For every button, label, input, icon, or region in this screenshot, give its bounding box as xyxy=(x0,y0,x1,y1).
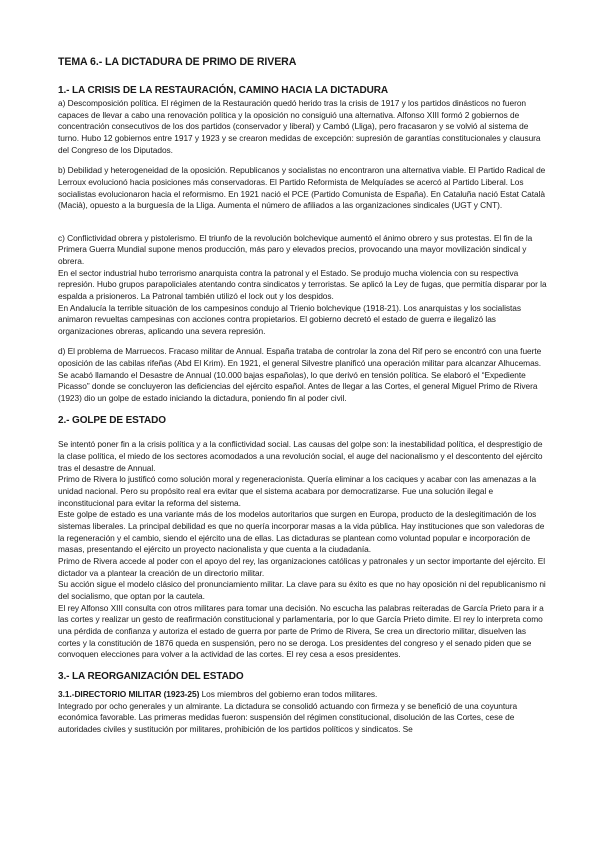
para-text: c) Conflictividad obrera y pistolerismo. El triunfo de la revolución bolchevique aumentó el ánimo obrero y sus protestas. El fin de la Primera Guerra Mundial supone menos producción, más paro y elevados precios, provocando una mayor movilización sindical y obrera. En el sector industrial hubo terrorismo anarquista contra la patronal y el Estado. Se produjo mucha violencia con su respectiva represión. Hubo grupos parapoliciales atentando contra sindicatos y terroristas. Se aplicó la Ley de fugas, que permitía disparar por la espalda a prisioneros. La Patronal también utilizó el lock out y los despidos. En Andalucía la terrible situación de los campesinos condujo al Trienio bolchevique (1918-21). Los anarquistas y los socialistas animaron revueltas campesinas con acciones contra propietarios. El gobierno decretó el estado de guerra e ilegalizó las organizaciones obreras, aplicando una severa represión. xyxy=(58,232,547,336)
paragraph-descomposicion xyxy=(58,98,548,156)
paragraph-marruecos xyxy=(58,346,548,404)
paragraph-oposicion xyxy=(58,165,548,212)
subsection-heading: 3.1.-DIRECTORIO MILITAR (1923-25) xyxy=(58,688,200,699)
document-title: TEMA 6.- LA DICTADURA DE PRIMO DE RIVERA xyxy=(58,56,297,68)
section-title-1: 1.- LA CRISIS DE LA RESTAURACIÓN, CAMINO HACIA LA DICTADURA xyxy=(58,85,389,96)
para-text: Los miembros del gobierno eran todos militares. Integrado por ocho generales y un almirante. La dictadura se consolidó actuando con firmeza y se benefició de una coyuntura económica favorable. Las primeras medidas fueron: suspensión del régimen constitucional, disolución de las Cortes, cese de autoridades civiles y sustitución por militares, prohibición de los partidos políticos y sindicatos. Se xyxy=(58,688,518,734)
para-text: a) Descomposición política. El régimen de la Restauración quedó herido tras la crisis de 1917 y los partidos dinásticos no fueron capaces de llevar a cabo una renovación política y la oposición no consiguió una alternativa. Alfonso XIII formó 2 gobiernos de concentración consecutivos de los dos partidos (conservador y liberal) y Cambó (Lliga), pero fracasaron y se volvió al sistema de turno. Hubo 12 gobiernos entre 1917 y 1923 y se crearon medidas de excepción: supresión de garantías constitucionales y clausura del Congreso de los Diputados. xyxy=(58,98,541,155)
para-text: b) Debilidad y heterogeneidad de la oposición. Republicanos y socialistas no encontraron una alternativa viable. El Partido Radical de Lerroux evolucionó hacia posiciones más conservadoras. El Partido Reformista de Melquíades se acercó al Partido Liberal. Los socialistas evolucionaron hacia el reformismo. En 1921 nació el PCE (Partido Comunista de España). En Cataluña nació Estat Català (Macià), opuesto a la burguesía de la Lliga. Aumenta el número de afiliados a las organizaciones sindicales (UGT y CNT). xyxy=(58,165,546,211)
section-title-2: 2.- GOLPE DE ESTADO xyxy=(58,414,166,426)
para-text: Se intentó poner fin a la crisis política y a la conflictividad social. Las causas del golpe son: la inestabilidad política, el desprestigio de la clase política, el miedo de los sectores acomodados a una revolución social, el auge del nacionalismo y el descontento del ejército tras el desastre de Annual. Primo de Rivera lo justificó como solución moral y regeneracionista. Quería eliminar a los caciques y acabar con las amenazas a la unidad nacional. Pero su propósito real era evitar que el sistema acabara por democratizarse. Fue una solución ilegal e inconstitucional para evitar la reforma del sistema. Este golpe de estado es una variante más de los modelos autoritarios que surgen en Europa, producto de la deslegitimación de los sistemas liberales. La principal debilidad es que no quería incorporar masas a la vida pública. Hay instituciones que son valedoras de la regeneración y el cambio, siendo el ejército una de ellas. Las dictaduras se plantean como voluntad popular e incorporación de masas, presentando el ejército un proyecto nacionalista y que cuenta a la ciudadanía. Primo de Rivera accede al poder con el apoyo del rey, las organizaciones católicas y patronales y un sector importante del ejército. El dictador va a plantear la creación de un directorio militar. Su acción sigue el modelo clásico del pronunciamiento militar. La clave para su éxito es que no hay oposición ni del republicanismo ni del socialismo, que optan por la cautela. El rey Alfonso XIII consulta con otros militares para tomar una decisión. No escucha las palabras reiteradas de García Prieto para ir a las cortes y realizar un gesto de reafirmación constitucional y parlamentaria, por lo que García Prieto dimite. El rey lo interpreta como una pérdida de confianza y autoriza el estado de guerra por parte de Primo de Rivera, Se crea un directorio militar, disuelven las cortes y la constitución de 1876 queda en suspensión, pero no se deroga. Los presidentes del congreso y el senado piden que se convoquen elecciones para volver a la actividad de las cortes. El rey cesa a esos presidentes. xyxy=(58,439,546,660)
paragraph-golpe xyxy=(58,428,548,661)
paragraph-conflictividad xyxy=(58,221,548,338)
section-title-3: 3.- LA REORGANIZACIÓN DEL ESTADO xyxy=(58,670,244,682)
paragraph-directorio xyxy=(58,689,548,736)
para-text: d) El problema de Marruecos. Fracaso militar de Annual. España trataba de controlar la zona del Rif pero se encontró con una fuerte oposición de las cabilas rifeñas (Abd El Krim). En 1921, el general Silvestre planificó una operación militar para alcanzar Alhucemas. Se acabó llamando el Desastre de Annual (10.000 bajas españolas), lo que derivó en tensión política. Se elaboró el “Expediente Picasso” donde se concluyeron las deficiencias del ejército español. Antes de llegar a las Cortes, el general Miguel Primo de Rivera (1923) dio un golpe de estado iniciando la dictadura, poniendo fin al poder civil. xyxy=(58,346,542,404)
